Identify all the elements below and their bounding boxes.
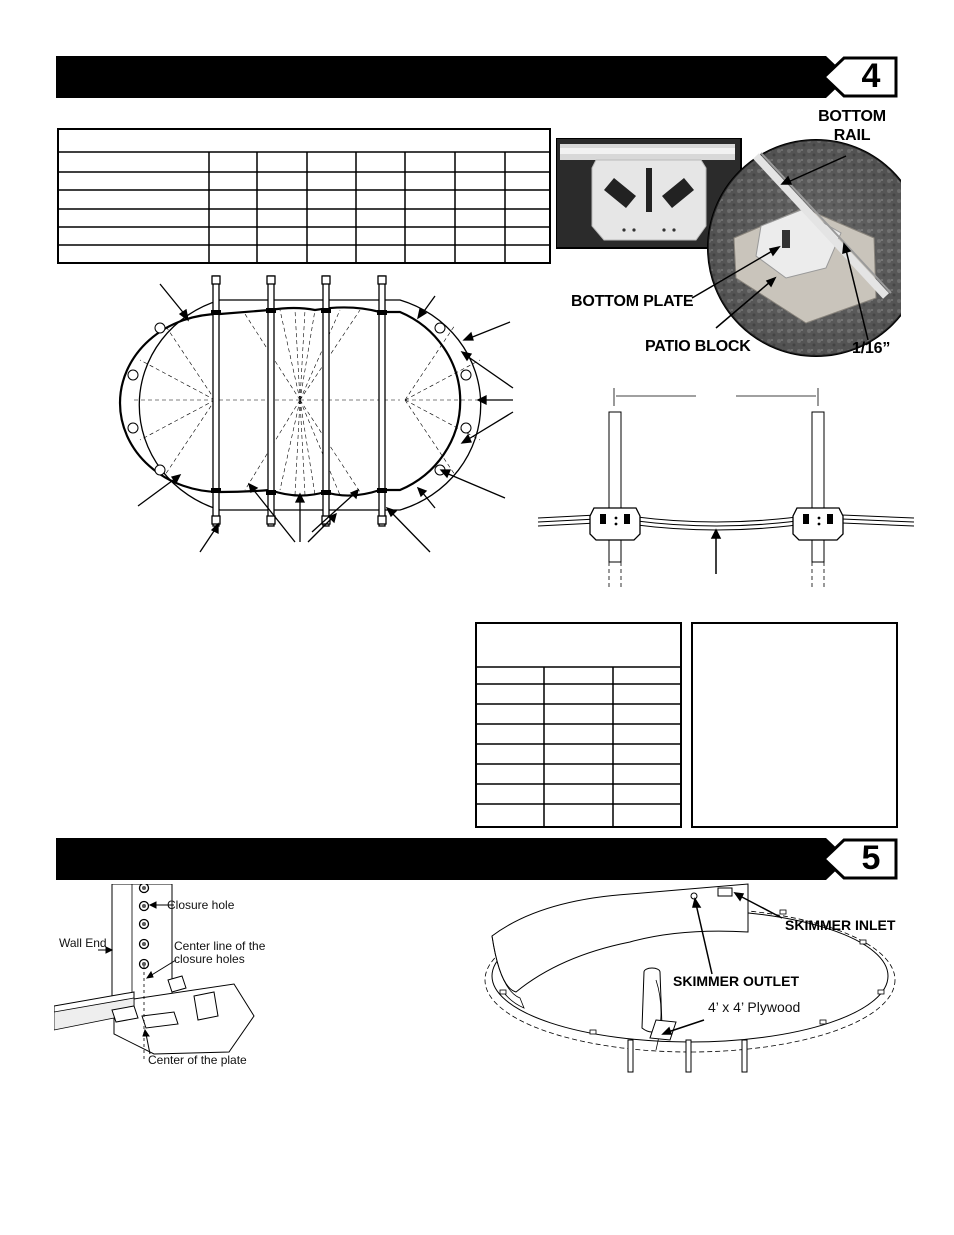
step4-header-bar [56, 56, 826, 98]
oval-layout-diagram [100, 270, 530, 570]
rail-spacing-diagram [536, 384, 916, 592]
rail-photo-arrows [556, 130, 916, 360]
step5-header-bar [56, 838, 826, 880]
bottom-plate-label: BOTTOM PLATE [571, 293, 694, 310]
patio-block-label: PATIO BLOCK [645, 338, 751, 355]
step5-number: 5 [861, 839, 881, 877]
center-line-label: Center line of the closure holes [174, 939, 266, 966]
step4-number: 4 [861, 57, 881, 95]
right-table [475, 622, 682, 828]
bottom-rail-label: BOTTOM RAIL [818, 108, 886, 144]
closure-hole-label: Closure hole [167, 898, 235, 912]
top-table [57, 128, 551, 264]
plywood-label: 4’ x 4’ Plywood [708, 999, 801, 1015]
note-box [691, 622, 898, 828]
skimmer-inlet-label: SKIMMER INLET [785, 917, 896, 933]
center-plate-label: Center of the plate [148, 1053, 247, 1067]
wall-end-label: Wall End [59, 936, 107, 950]
gap-label: 1/16” [852, 340, 891, 357]
skimmer-outlet-label: SKIMMER OUTLET [673, 973, 799, 989]
